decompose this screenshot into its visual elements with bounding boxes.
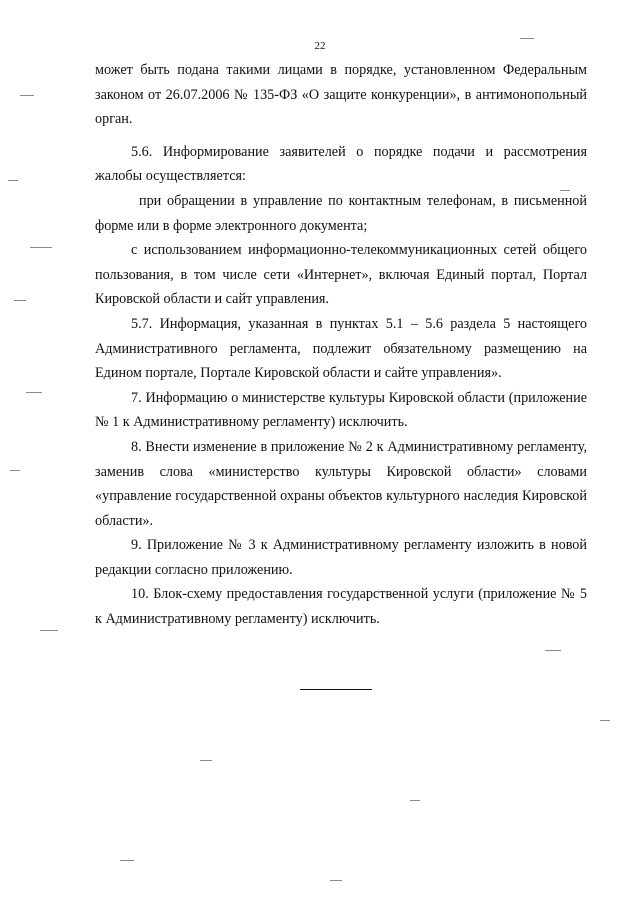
scan-speck [545, 650, 561, 651]
paragraph-5-6-internet: с использованием информационно-телекоммуникационных сетей общего пользования, в том числе сети «Интернет», включая Единый портал, Портал Кировской области и сайт управления. [95, 242, 587, 308]
scan-speck [10, 470, 20, 471]
scan-speck [330, 880, 342, 881]
scan-speck [120, 860, 134, 861]
scan-speck [410, 800, 420, 801]
paragraph-10: 10. Блок-схему предоставления государственной услуги (приложение № 5 к Административному регламенту) исключить. [95, 586, 587, 628]
document-body [95, 58, 587, 632]
paragraph-5-6: 5.6. Информирование заявителей о порядке подачи и рассмотрения жалобы осуществляется: [95, 143, 587, 185]
paragraph-5-6-phone: при обращении в управление по контактным телефонам, в письменной форме или в форме электронного документа; [95, 192, 587, 234]
paragraph-9: 9. Приложение № 3 к Административному регламенту изложить в новой редакции согласно приложению. [95, 537, 587, 578]
paragraph-8: 8. Внести изменение в приложение № 2 к Административному регламенту, заменив слова «министерство культуры Кировской области» словами «управление государственной охраны объектов культурного наследия Кировской области». [95, 438, 587, 529]
scan-speck [600, 720, 610, 721]
scan-speck [560, 190, 570, 191]
scan-speck [20, 95, 34, 96]
scan-speck [8, 180, 18, 181]
scan-speck [40, 630, 58, 631]
closing-separator-line [300, 689, 372, 690]
paragraph-5-7: 5.7. Информация, указанная в пунктах 5.1 – 5.6 раздела 5 настоящего Административного регламента, подлежит обязательному размещению на Едином портале, Портале Кировской области и сайте управления». [95, 315, 587, 382]
paragraph-7: 7. Информацию о министерстве культуры Кировской области (приложение № 1 к Административному регламенту) исключить. [95, 389, 587, 431]
scan-speck [26, 392, 42, 393]
scan-speck [14, 300, 26, 301]
page-number: 22 [314, 40, 326, 52]
paragraph-federal-law: может быть подана такими лицами в порядке, установленном Федеральным законом от 26.07.2006 № 135-ФЗ «О защите конкуренции», в антимонопольный орган. [95, 62, 587, 128]
scan-speck [30, 247, 52, 248]
scan-speck [200, 760, 212, 761]
scan-speck [520, 38, 534, 39]
